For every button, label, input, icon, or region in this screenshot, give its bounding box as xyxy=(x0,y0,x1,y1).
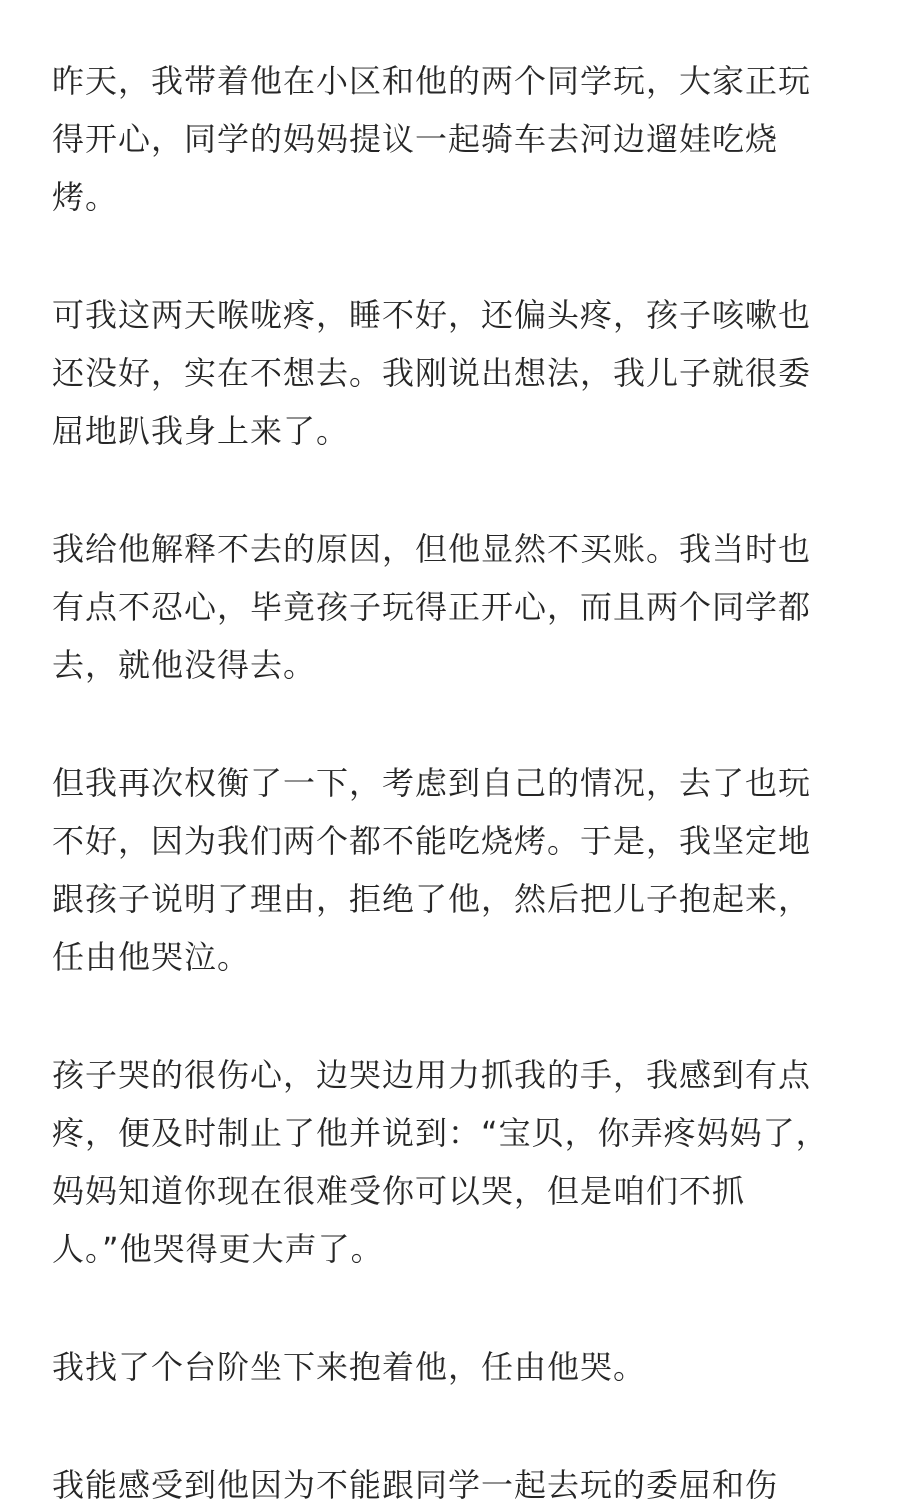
article-paragraph-1: 昨天，我带着他在小区和他的两个同学玩，大家正玩得开心，同学的妈妈提议一起骑车去河边遛娃吃烧烤。 xyxy=(52,62,812,216)
article-paragraph-3: 我给他解释不去的原因，但他显然不买账。我当时也有点不忍心，毕竟孩子玩得正开心，而且两个同学都去，就他没得去。 xyxy=(52,530,812,684)
article-paragraph-4: 但我再次权衡了一下，考虑到自己的情况，去了也玩不好，因为我们两个都不能吃烧烤。于是，我坚定地跟孩子说明了理由，拒绝了他，然后把儿子抱起来，任由他哭泣。 xyxy=(52,764,812,976)
article-paragraph-6: 我找了个台阶坐下来抱着他，任由他哭。 xyxy=(52,1348,647,1386)
article-paragraph-7: 我能感受到他因为不能跟同学一起去玩的委屈和伤 xyxy=(52,1466,779,1500)
article-body xyxy=(52,52,842,1500)
article-paragraph-5: 孩子哭的很伤心，边哭边用力抓我的手，我感到有点疼，便及时制止了他并说到：“宝贝，你弄疼妈妈了，妈妈知道你现在很难受你可以哭，但是咱们不抓人。”他哭得更大声了。 xyxy=(52,1056,829,1268)
article-paragraph-2: 可我这两天喉咙疼，睡不好，还偏头疼，孩子咳嗽也还没好，实在不想去。我刚说出想法，我儿子就很委屈地趴我身上来了。 xyxy=(52,296,812,450)
